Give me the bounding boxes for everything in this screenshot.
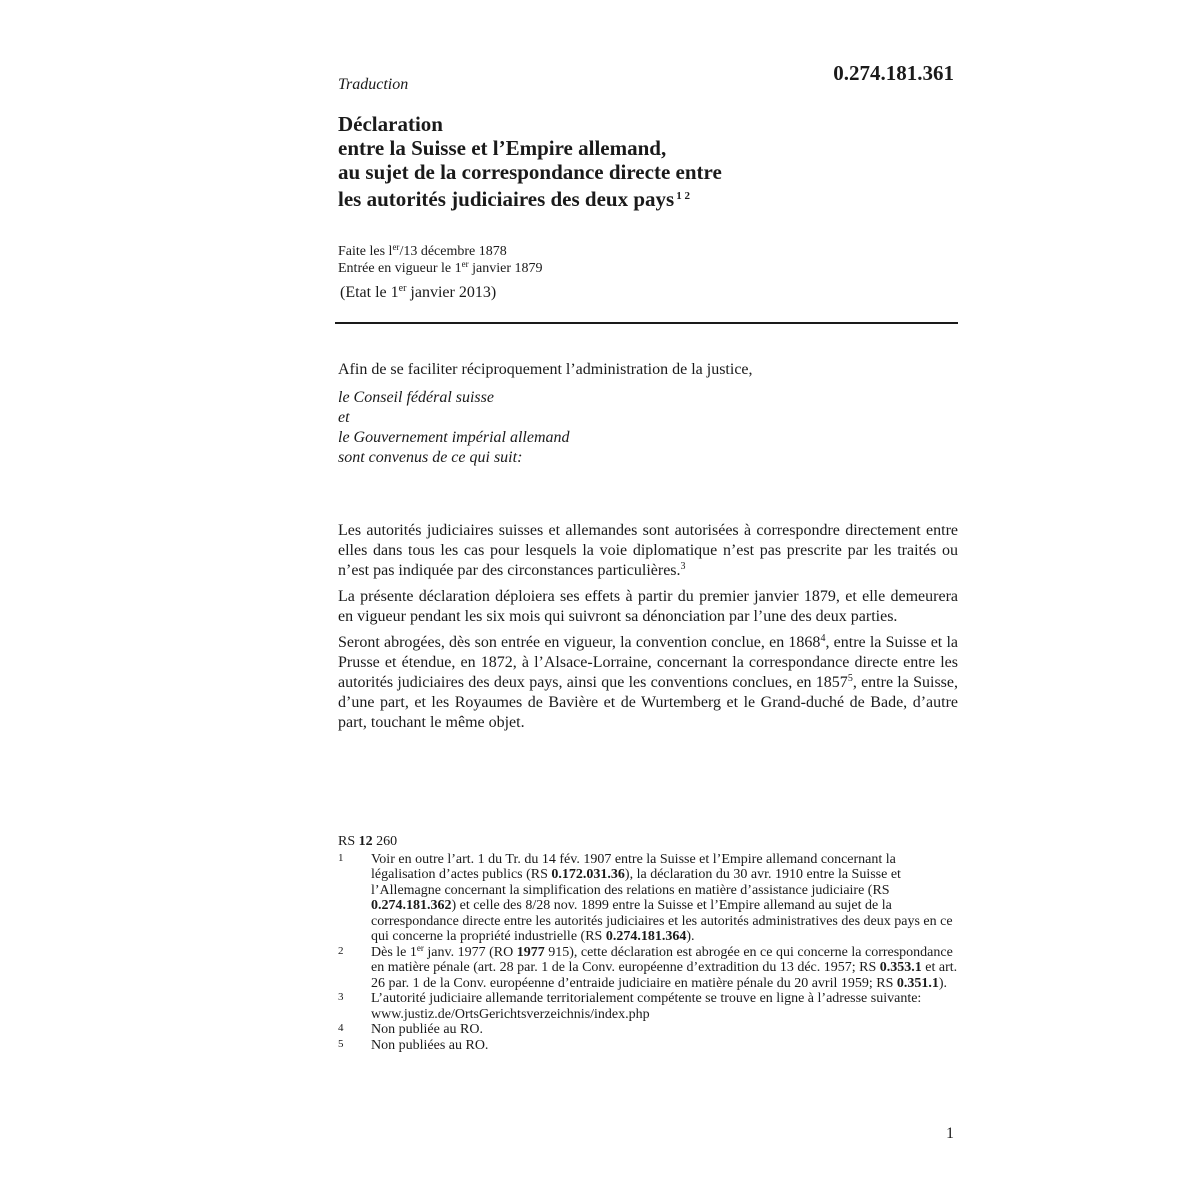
footnote-4 — [338, 1022, 958, 1038]
article-3-text-a: Seront abrogées, dès son entrée en vigueur, la convention conclue, en 1868 — [338, 634, 821, 651]
article-3-text-c: , entre la Suisse, d’une part, et les Royaumes de Bavière et de Wurtemberg et le Grand-duché de Bade, d’autre part, touchant le même objet. — [338, 674, 959, 731]
footnote-text — [371, 852, 958, 945]
footnote-2 — [338, 942, 958, 992]
rs-page: 260 — [372, 834, 398, 849]
signature-date — [338, 243, 543, 260]
fn2-text-c: 915), cette déclaration est abrogée en ce qui concerne la correspondance en matière pénale (art. 28 par. 1 de la Conv. européenne d’extradition du 13 déc. 1957; RS — [371, 944, 953, 975]
fn2-rs-link-1[interactable]: 0.353.1 — [879, 960, 922, 975]
status-date-sup: er — [398, 283, 407, 294]
article-paragraph-3 — [338, 633, 958, 733]
footnote-number: 3 — [338, 991, 344, 1003]
footnote-text: Non publiée au RO. — [371, 1022, 483, 1037]
footnote-ref-5[interactable]: 5 — [847, 673, 853, 684]
footnote-3 — [338, 991, 958, 1022]
fn2-ro-year: 1977 — [516, 944, 545, 960]
footnote-1 — [338, 852, 958, 945]
fn2-text-b: janv. 1977 (RO — [423, 944, 517, 960]
signature-date-sup: er — [392, 242, 400, 252]
article-3-text-b: , entre la Suisse et la Prusse et étendue, en 1872, à l’Alsace-Lorraine, concernant la correspondance directe entre les autorités judiciaires des deux pays, ainsi que les conventions conclues, en 1857 — [338, 634, 959, 691]
article-paragraph-2: La présente déclaration déploiera ses effets à partir du premier janvier 1879, et elle demeurera en vigueur pendant les six mois qui suivront sa dénonciation par l’une des deux parties. — [338, 588, 958, 625]
footnote-5 — [338, 1038, 958, 1054]
article-1-text: Les autorités judiciaires suisses et allemandes sont autorisées à correspondre directement entre elles dans tous les cas pour lesquels la voie diplomatique n’est pas prescrite par les traités ou n’est pas indiquée par des circonstances particulières. — [338, 522, 958, 579]
signature-date-text: Faite les l — [338, 244, 393, 259]
title-footnote-refs: 1 2 — [676, 190, 690, 202]
signature-date-text-2: /13 décembre 1878 — [399, 244, 507, 259]
footnote-number: 4 — [338, 1022, 344, 1034]
footnote-ref-4[interactable]: 4 — [820, 633, 826, 644]
party-conjunction: et — [338, 409, 350, 426]
translation-label: Traduction — [338, 76, 409, 93]
rs-prefix: RS — [338, 834, 359, 849]
rs-volume: 12 — [358, 834, 373, 849]
footnote-ref-3[interactable]: 3 — [680, 561, 686, 572]
footnote-text — [371, 942, 958, 992]
status-date-text-2: janvier 2013) — [406, 284, 497, 301]
footnote-number: 5 — [338, 1037, 344, 1050]
agreement-clause: sont convenus de ce qui suit: — [338, 449, 523, 466]
preamble — [338, 360, 958, 468]
header-divider — [335, 322, 958, 324]
entry-into-force-text-2: janvier 1879 — [468, 261, 543, 276]
fn1-rs-link-2[interactable]: 0.274.181.362 — [371, 898, 452, 913]
footnotes — [338, 834, 958, 1053]
fn2-sup: er — [416, 942, 424, 953]
title-line-3: au sujet de la correspondance directe entre — [338, 160, 722, 184]
fn2-text-d: et art. 26 par. 1 de la Conv. européenne d’entraide judiciaire en matière pénale du 20 avril 1959; RS — [371, 960, 958, 991]
entry-into-force-sup: er — [461, 259, 469, 269]
title-line-4 — [338, 184, 958, 211]
footnote-number: 1 — [338, 851, 344, 864]
footnote-text: Non publiées au RO. — [371, 1037, 489, 1053]
articles-body — [338, 521, 958, 739]
fn1-rs-link-3[interactable]: 0.274.181.364 — [605, 929, 687, 944]
entry-into-force-text: Entrée en vigueur le 1 — [338, 261, 462, 276]
fn1-rs-link-1[interactable]: 0.172.031.36 — [551, 867, 625, 882]
preamble-intro: Afin de se faciliter réciproquement l’administration de la justice, — [338, 361, 753, 378]
page-number: 1 — [946, 1125, 954, 1142]
footnote-number: 2 — [338, 944, 344, 957]
status-date — [340, 284, 496, 302]
title-line-4-text: les autorités judiciaires des deux pays — [338, 187, 675, 211]
title-line-2: entre la Suisse et l’Empire allemand, — [338, 136, 667, 160]
party-swiss: le Conseil fédéral suisse — [338, 389, 494, 406]
article-paragraph-1 — [338, 521, 958, 581]
document-number: 0.274.181.361 — [833, 61, 954, 85]
title-line-1: Déclaration — [338, 112, 443, 136]
fn1-text-a: Voir en outre l’art. 1 du Tr. du 14 fév. 1907 entre la Suisse et l’Empire allemand concernant la légalisation d’actes publics (RS — [371, 851, 896, 882]
fn1-text-c: ), la déclaration du 30 avr. 1910 entre la Suisse et l’Allemagne concernant la simplification des relations en matière d’assistance judiciaire (RS — [371, 867, 901, 898]
entry-into-force — [338, 260, 543, 277]
fn1-text-e: ). — [686, 929, 695, 944]
dates-block — [338, 243, 543, 277]
rs-reference — [338, 834, 958, 850]
status-date-text: (Etat le 1 — [340, 284, 399, 301]
fn2-text-a: Dès le 1 — [371, 944, 417, 960]
fn2-rs-link-2[interactable]: 0.351.1 — [896, 975, 939, 991]
footnote-text: L’autorité judiciaire allemande territorialement compétente se trouve en ligne à l’adresse suivante: www.justiz.de/OrtsGerichtsverzeichnis/index.php — [371, 991, 922, 1022]
party-german: le Gouvernement impérial allemand — [338, 429, 570, 446]
fn1-text-d: ) et celle des 8/28 nov. 1899 entre la Suisse et l’Empire allemand au sujet de la correspondance directe entre les autorités judiciaires et les autorités administratives des deux pays en ce qui concerne la propriété industrielle (RS — [371, 898, 953, 944]
fn2-text-e: ). — [938, 975, 948, 991]
document-title — [338, 112, 958, 211]
